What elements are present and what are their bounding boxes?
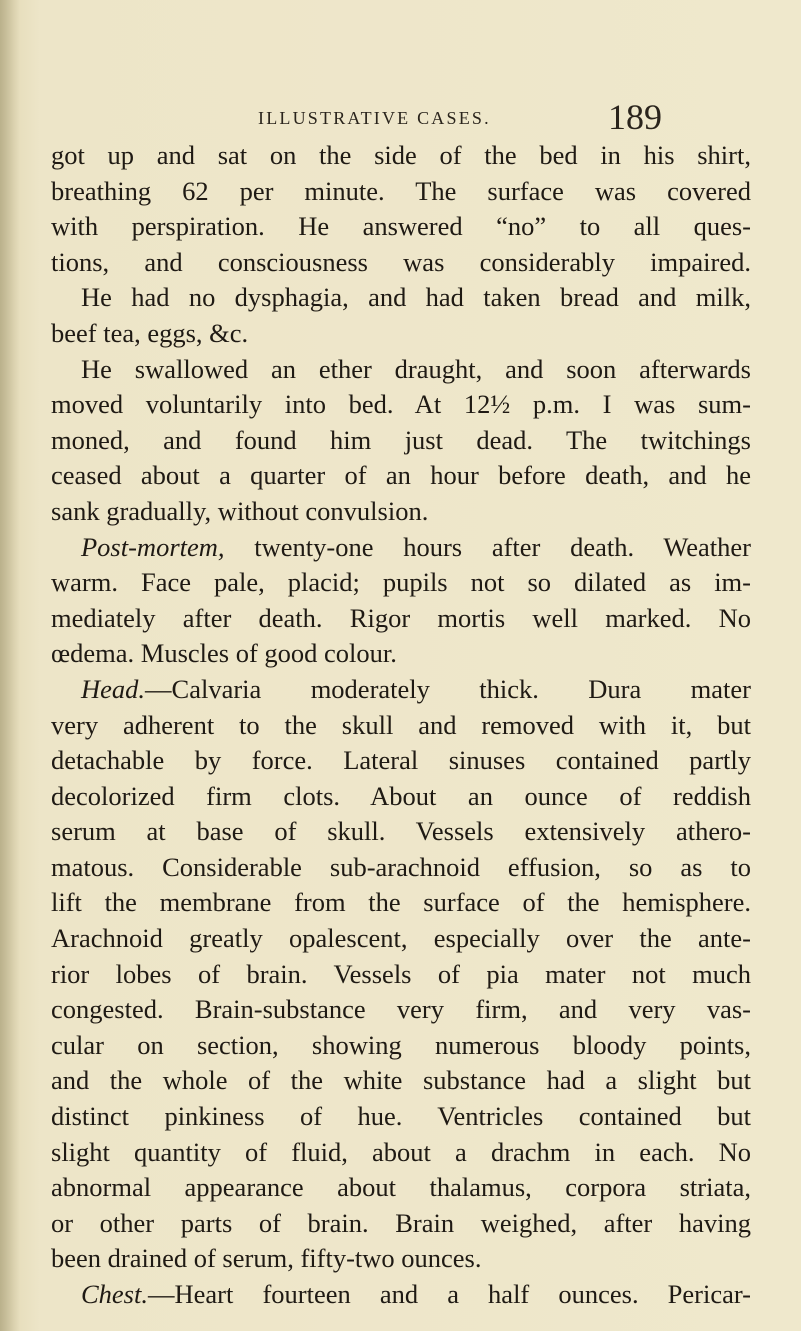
text-line: lift the membrane from the surface of the hemisphere. <box>51 887 751 918</box>
text-line: Post-mortem, twenty-one hours after death. Weather <box>81 531 751 562</box>
text-line: cular on section, showing numerous bloody points, <box>51 1029 751 1060</box>
text-line: beef tea, eggs, &c. <box>51 317 249 348</box>
text-line: matous. Considerable sub-arachnoid effusion, so as to <box>51 851 751 882</box>
text-line: ceased about a quarter of an hour before death, and he <box>51 460 751 491</box>
text-line: serum at base of skull. Vessels extensively athero- <box>51 816 751 847</box>
text-line: with perspiration. He answered “no” to all ques- <box>51 211 751 242</box>
text-line: abnormal appearance about thalamus, corpora striata, <box>51 1172 751 1203</box>
text-line: warm. Face pale, placid; pupils not so dilated as im- <box>51 567 751 598</box>
text-line: tions, and consciousness was considerably impaired. <box>51 246 751 277</box>
text-line: been drained of serum, fifty-two ounces. <box>51 1243 482 1274</box>
running-title: ILLUSTRATIVE CASES. <box>258 108 491 128</box>
section-lead: Head. <box>81 673 146 704</box>
text-line: slight quantity of fluid, about a drachm in each. No <box>51 1136 751 1167</box>
text-line: Head.—Calvaria moderately thick. Dura mater <box>81 673 751 704</box>
page-number: 189 <box>608 97 662 137</box>
text-line: mediately after death. Rigor mortis well marked. No <box>51 602 751 633</box>
spine-shadow <box>0 0 20 1331</box>
text-line: moved voluntarily into bed. At 12½ p.m. I was sum- <box>51 389 751 420</box>
text-line: congested. Brain-substance very firm, and very vas- <box>51 994 751 1025</box>
body-text <box>51 138 751 1313</box>
text-line: or other parts of brain. Brain weighed, after having <box>51 1207 751 1238</box>
text-line: Arachnoid greatly opalescent, especially over the ante- <box>51 923 751 954</box>
text-line: He swallowed an ether draught, and soon afterwards <box>81 353 751 384</box>
text-line: breathing 62 per minute. The surface was covered <box>51 175 751 206</box>
text-line: sank gradually, without convulsion. <box>51 495 429 526</box>
text-line: decolorized firm clots. About an ounce of reddish <box>51 780 751 811</box>
text-line: Chest.—Heart fourteen and a half ounces. Pericar- <box>81 1279 751 1309</box>
text-line: very adherent to the skull and removed with it, but <box>51 709 751 740</box>
text-line: rior lobes of brain. Vessels of pia mater not much <box>51 958 751 989</box>
page-header <box>0 97 801 143</box>
text-line: He had no dysphagia, and had taken bread and milk, <box>81 282 751 313</box>
section-lead: Chest. <box>81 1279 148 1309</box>
text-line: and the whole of the white substance had a slight but <box>51 1065 751 1096</box>
text-line: distinct pinkiness of hue. Ventricles contained but <box>51 1101 751 1132</box>
text-line: got up and sat on the side of the bed in his shirt, <box>51 140 751 170</box>
text-line: detachable by force. Lateral sinuses contained partly <box>51 745 751 776</box>
text-line: moned, and found him just dead. The twitchings <box>51 424 751 455</box>
section-lead: Post-mortem, <box>81 531 225 562</box>
text-line: œdema. Muscles of good colour. <box>51 638 397 669</box>
